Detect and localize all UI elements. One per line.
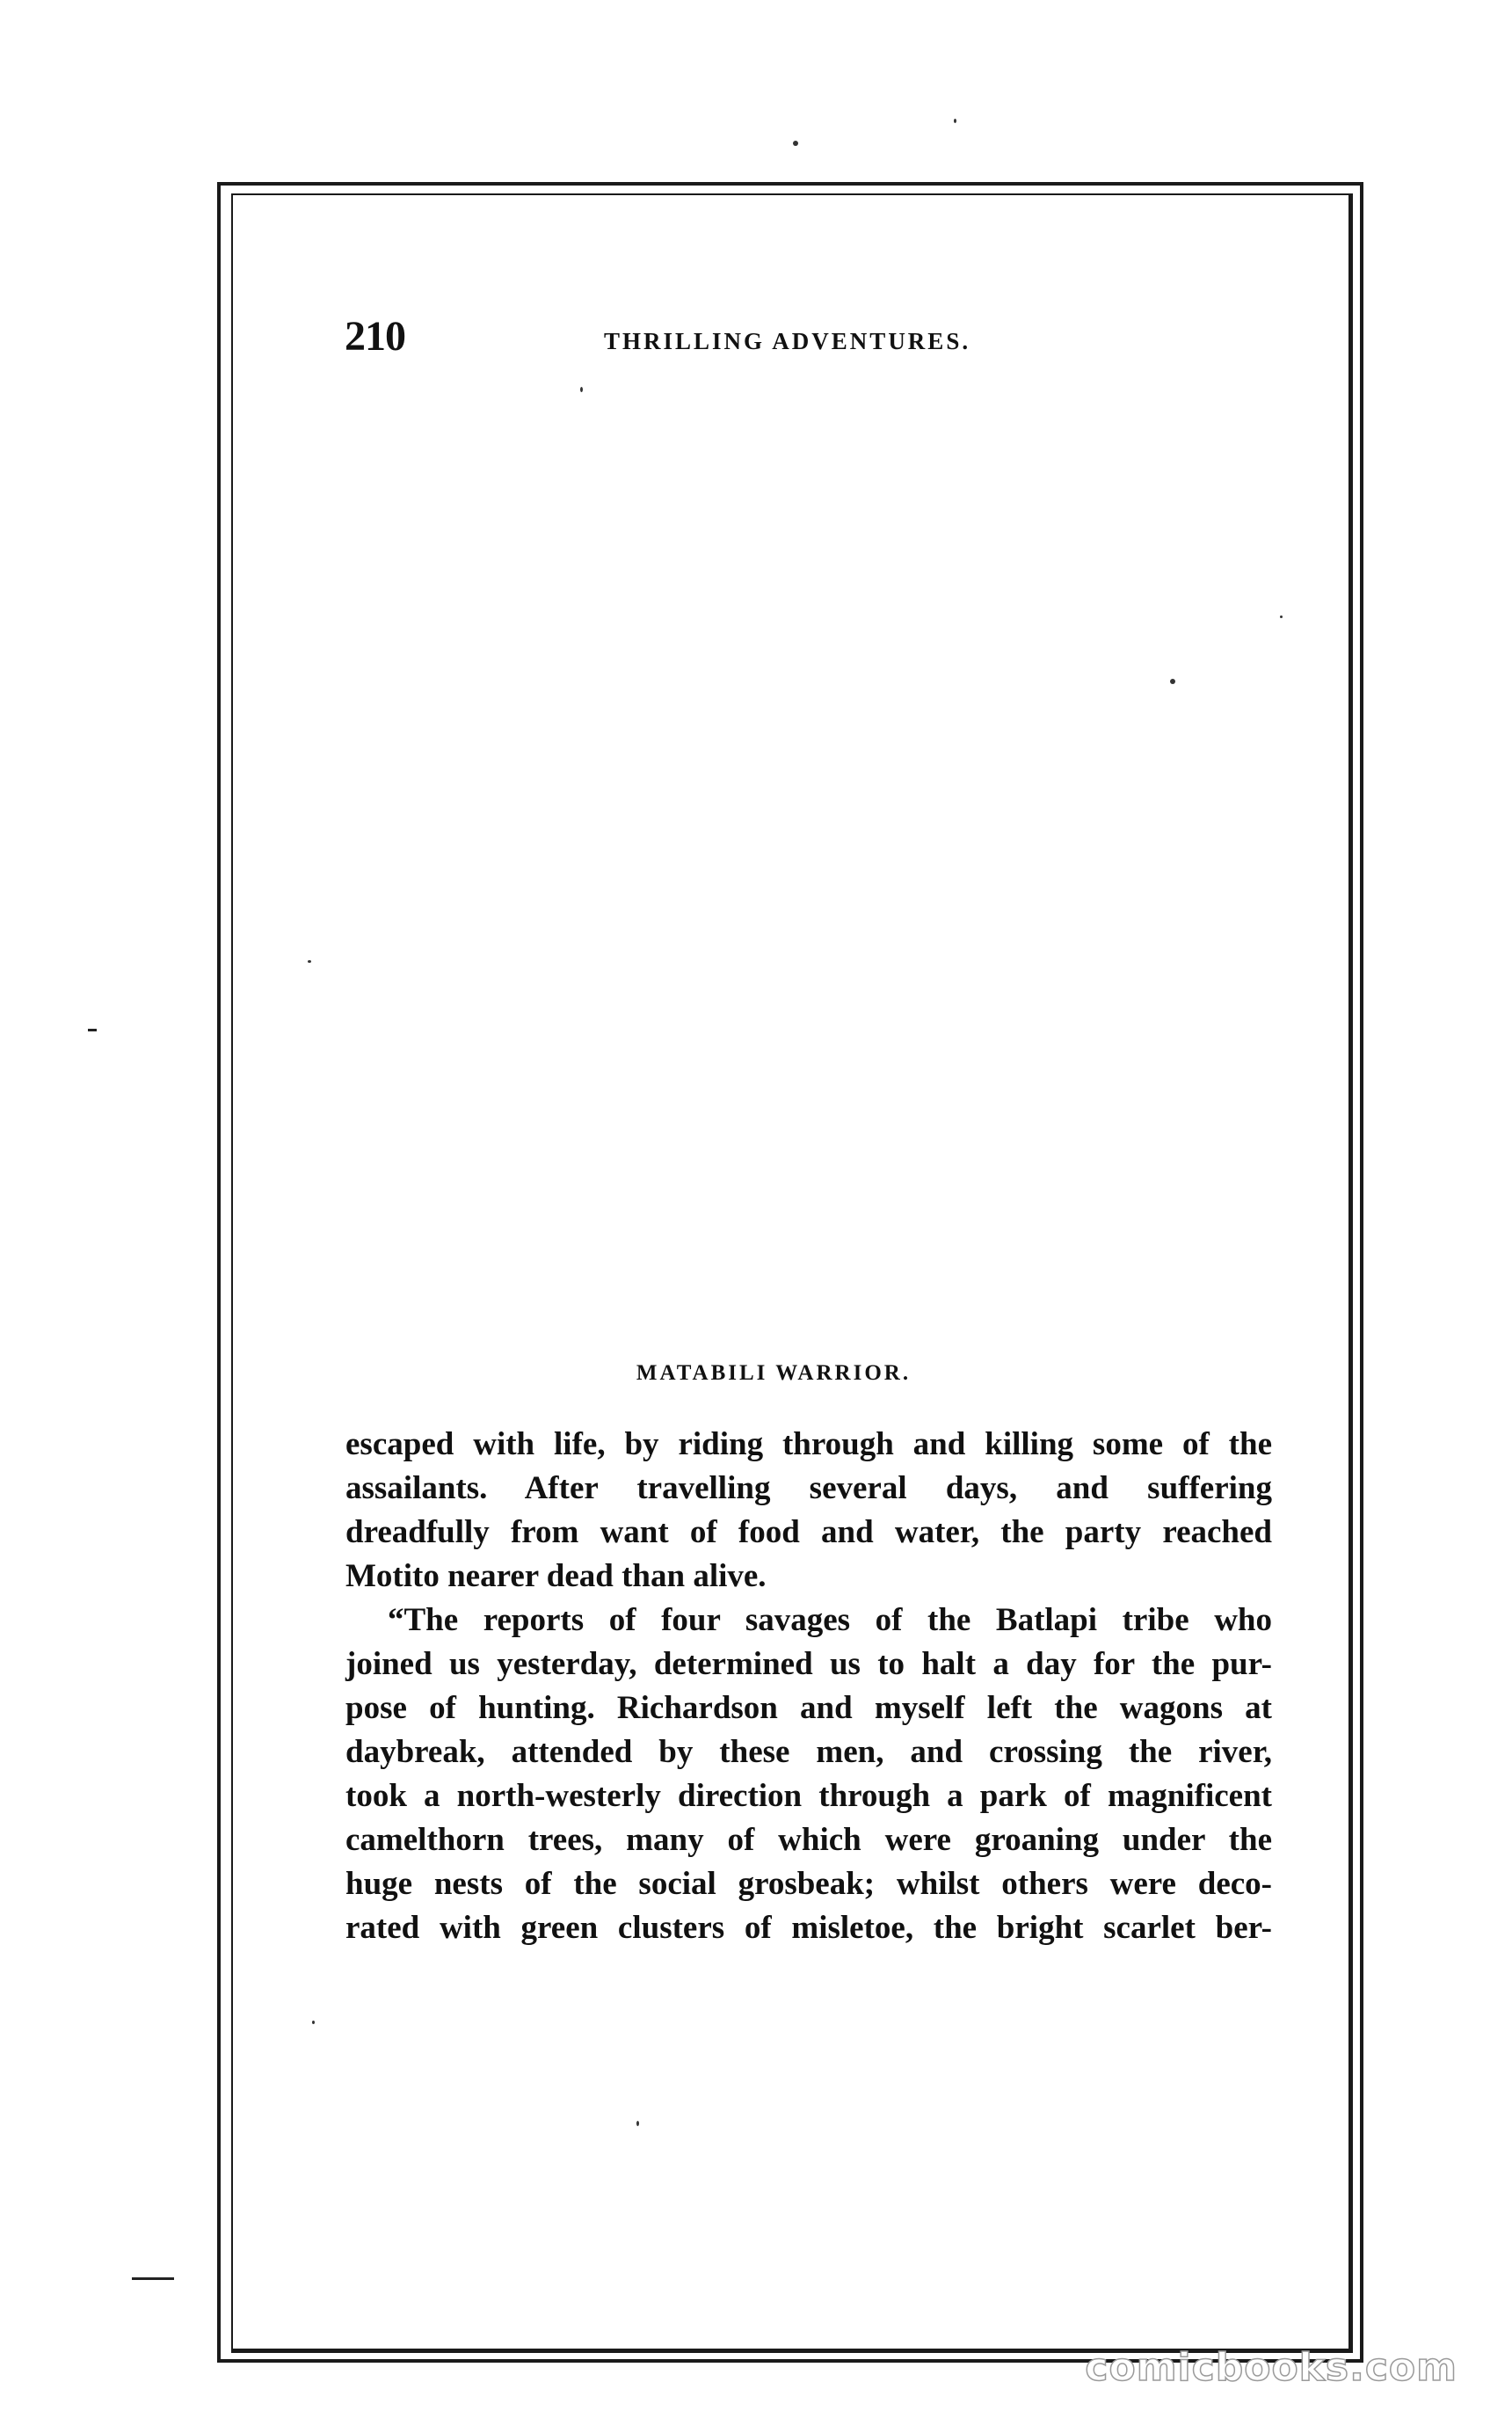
scan-mark [88, 1029, 97, 1031]
body-text [345, 1423, 1272, 1950]
illustration-caption: MATABILI WARRIOR. [636, 1361, 912, 1385]
watermark: comicbooks.com [1085, 2345, 1457, 2390]
scan-speck [793, 141, 798, 146]
page-header [345, 312, 1276, 365]
text-line: escaped with life, by riding through and killing some of the [345, 1426, 1272, 1462]
scan-speck [1280, 615, 1283, 618]
text-line: “The reports of four savages of the Batlapi tribe who [388, 1602, 1272, 1638]
text-line: Motito nearer dead than alive. [345, 1558, 767, 1594]
scan-speck [954, 119, 956, 123]
page-border-inner [231, 193, 1353, 2353]
text-line: daybreak, attended by these men, and crossing the river, [345, 1734, 1272, 1770]
scan-speck [1170, 679, 1175, 684]
text-line: joined us yesterday, determined us to halt a day for the pur- [345, 1646, 1272, 1682]
text-line: assailants. After travelling several days, and suffering [345, 1470, 1272, 1506]
text-line: took a north-westerly direction through a park of magnificent [345, 1778, 1272, 1814]
text-line: dreadfully from want of food and water, the party reached [345, 1514, 1272, 1550]
scan-mark [132, 2277, 174, 2280]
text-line: pose of hunting. Richardson and myself left the wagons at [345, 1690, 1272, 1726]
text-line: camelthorn trees, many of which were groaning under the [345, 1822, 1272, 1858]
text-line: huge nests of the social grosbeak; whilst others were deco- [345, 1866, 1272, 1902]
page-number: 210 [345, 313, 405, 360]
running-head: THRILLING ADVENTURES. [604, 328, 971, 354]
scan-speck [580, 387, 583, 392]
scan-speck [636, 2121, 639, 2126]
scan-speck [312, 2021, 315, 2024]
scan-speck [308, 960, 311, 963]
text-line: rated with green clusters of misletoe, the bright scarlet ber- [345, 1910, 1272, 1946]
